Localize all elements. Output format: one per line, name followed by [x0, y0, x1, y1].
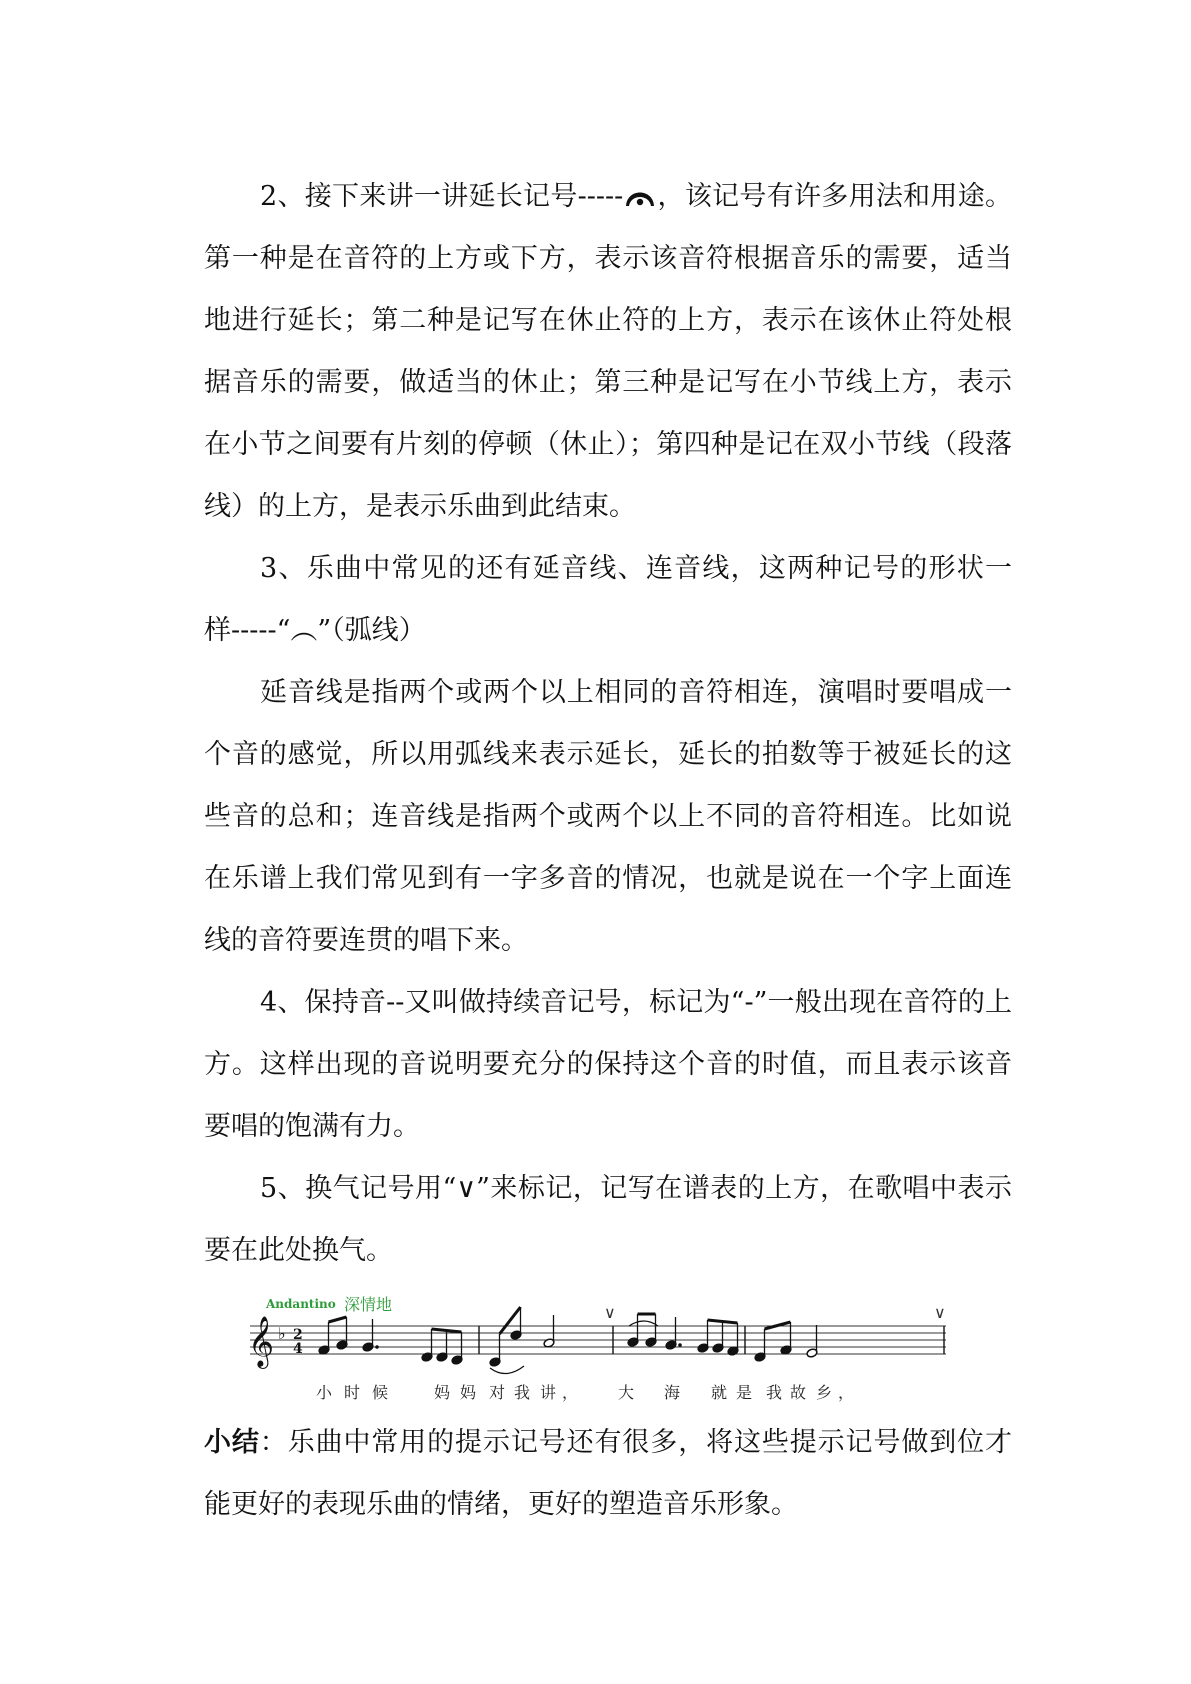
- note-beam: [329, 1317, 347, 1322]
- tempo-marking: Andantino: [266, 1297, 336, 1311]
- lyric-syllable: ，: [838, 1383, 855, 1402]
- paragraph-tenuto: 4、保持音--又叫做持续音记号，标记为“-”一般出现在音符的上方。这样出现的音说明要充分的保持这个音的时值，而且表示该音要唱的饱满有力。: [204, 987, 1012, 1142]
- document-body: [204, 166, 1012, 1536]
- slur-arc: [629, 1321, 658, 1326]
- lyric-syllable: 我: [514, 1383, 531, 1402]
- paragraph-breath-mark: 5、换气记号用“∨”来标记，记写在谱表的上方，在歌唱中表示要在此处换气。: [204, 1173, 1012, 1266]
- summary-text: ：乐曲中常用的提示记号还有很多，将这些提示记号做到位才能更好的表现乐曲的情绪，更好的塑造音乐形象。: [204, 1427, 1013, 1520]
- lyric-syllable: 妈: [460, 1383, 477, 1402]
- lyric-syllable: 海: [664, 1383, 681, 1402]
- paragraph-fermata: [204, 166, 1012, 538]
- flat-key-signature-icon: ♭: [278, 1324, 286, 1343]
- paragraph-ties: 3、乐曲中常见的还有延音线、连音线，这两种记号的形状一样-----“︵”（弧线）: [204, 553, 1012, 646]
- lyric-syllable: 是: [736, 1383, 753, 1402]
- note-beam: [500, 1307, 521, 1334]
- augmentation-dot: [678, 1343, 682, 1347]
- lyric-syllable: 乡: [816, 1383, 833, 1402]
- lyric-syllable: 就: [711, 1383, 728, 1402]
- lyric-syllable: 候: [372, 1383, 389, 1402]
- summary-label: 小结: [204, 1427, 260, 1458]
- paragraph-summary: [204, 1412, 1012, 1536]
- fermata-intro-text: 2、接下来讲一讲延长记号-----: [260, 181, 624, 212]
- breath-mark-2: ∨: [934, 1303, 946, 1322]
- slur-arc: [490, 1366, 524, 1374]
- lyric-syllable: 我: [766, 1383, 783, 1402]
- treble-clef-icon: 𝄞: [248, 1316, 275, 1367]
- lyric-syllable: 小: [316, 1383, 333, 1402]
- breath-mark-1: ∨: [604, 1303, 616, 1322]
- time-signature-bottom: 4: [293, 1341, 303, 1357]
- lyric-syllable: ，: [562, 1383, 579, 1402]
- time-signature-top: 2: [293, 1327, 303, 1343]
- lyric-syllable: 讲: [540, 1383, 557, 1402]
- lyrics-line: [316, 1383, 854, 1402]
- note-beam: [708, 1320, 738, 1323]
- lyric-syllable: 大: [618, 1383, 635, 1402]
- music-score-excerpt: [244, 1290, 964, 1408]
- tempo-expression: 深情地: [344, 1295, 393, 1314]
- augmentation-dot: [375, 1345, 379, 1349]
- note-beam: [432, 1329, 462, 1332]
- lyric-syllable: 故: [790, 1383, 807, 1402]
- lyric-syllable: 对: [489, 1383, 506, 1402]
- paragraph-tie-explanation: 延音线是指两个或两个以上相同的音符相连，演唱时要唱成一个音的感觉，所以用弧线来表示延长，延长的拍数等于被延长的这些音的总和；连音线是指两个或两个以上不同的音符相连。比如说在乐谱上我们常见到有一字多音的情况，也就是说在一个字上面连线的音符要连贯的唱下来。: [204, 677, 1012, 956]
- lyric-syllable: 时: [344, 1383, 361, 1402]
- fermata-description-text: ，该记号有许多用法和用途。第一种是在音符的上方或下方，表示该音符根据音乐的需要，适当地进行延长；第二种是记写在休止符的上方，表示在该休止符处根据音乐的需要，做适当的休止；第三种是记写在小节线上方，表示在小节之间要有片刻的停顿（休止）；第四种是记在双小节线（段落线）的上方，是表示乐曲到此结束。: [204, 181, 1013, 522]
- lyric-syllable: 妈: [434, 1383, 451, 1402]
- staff-lines: [250, 1326, 946, 1354]
- fermata-icon: [623, 185, 657, 209]
